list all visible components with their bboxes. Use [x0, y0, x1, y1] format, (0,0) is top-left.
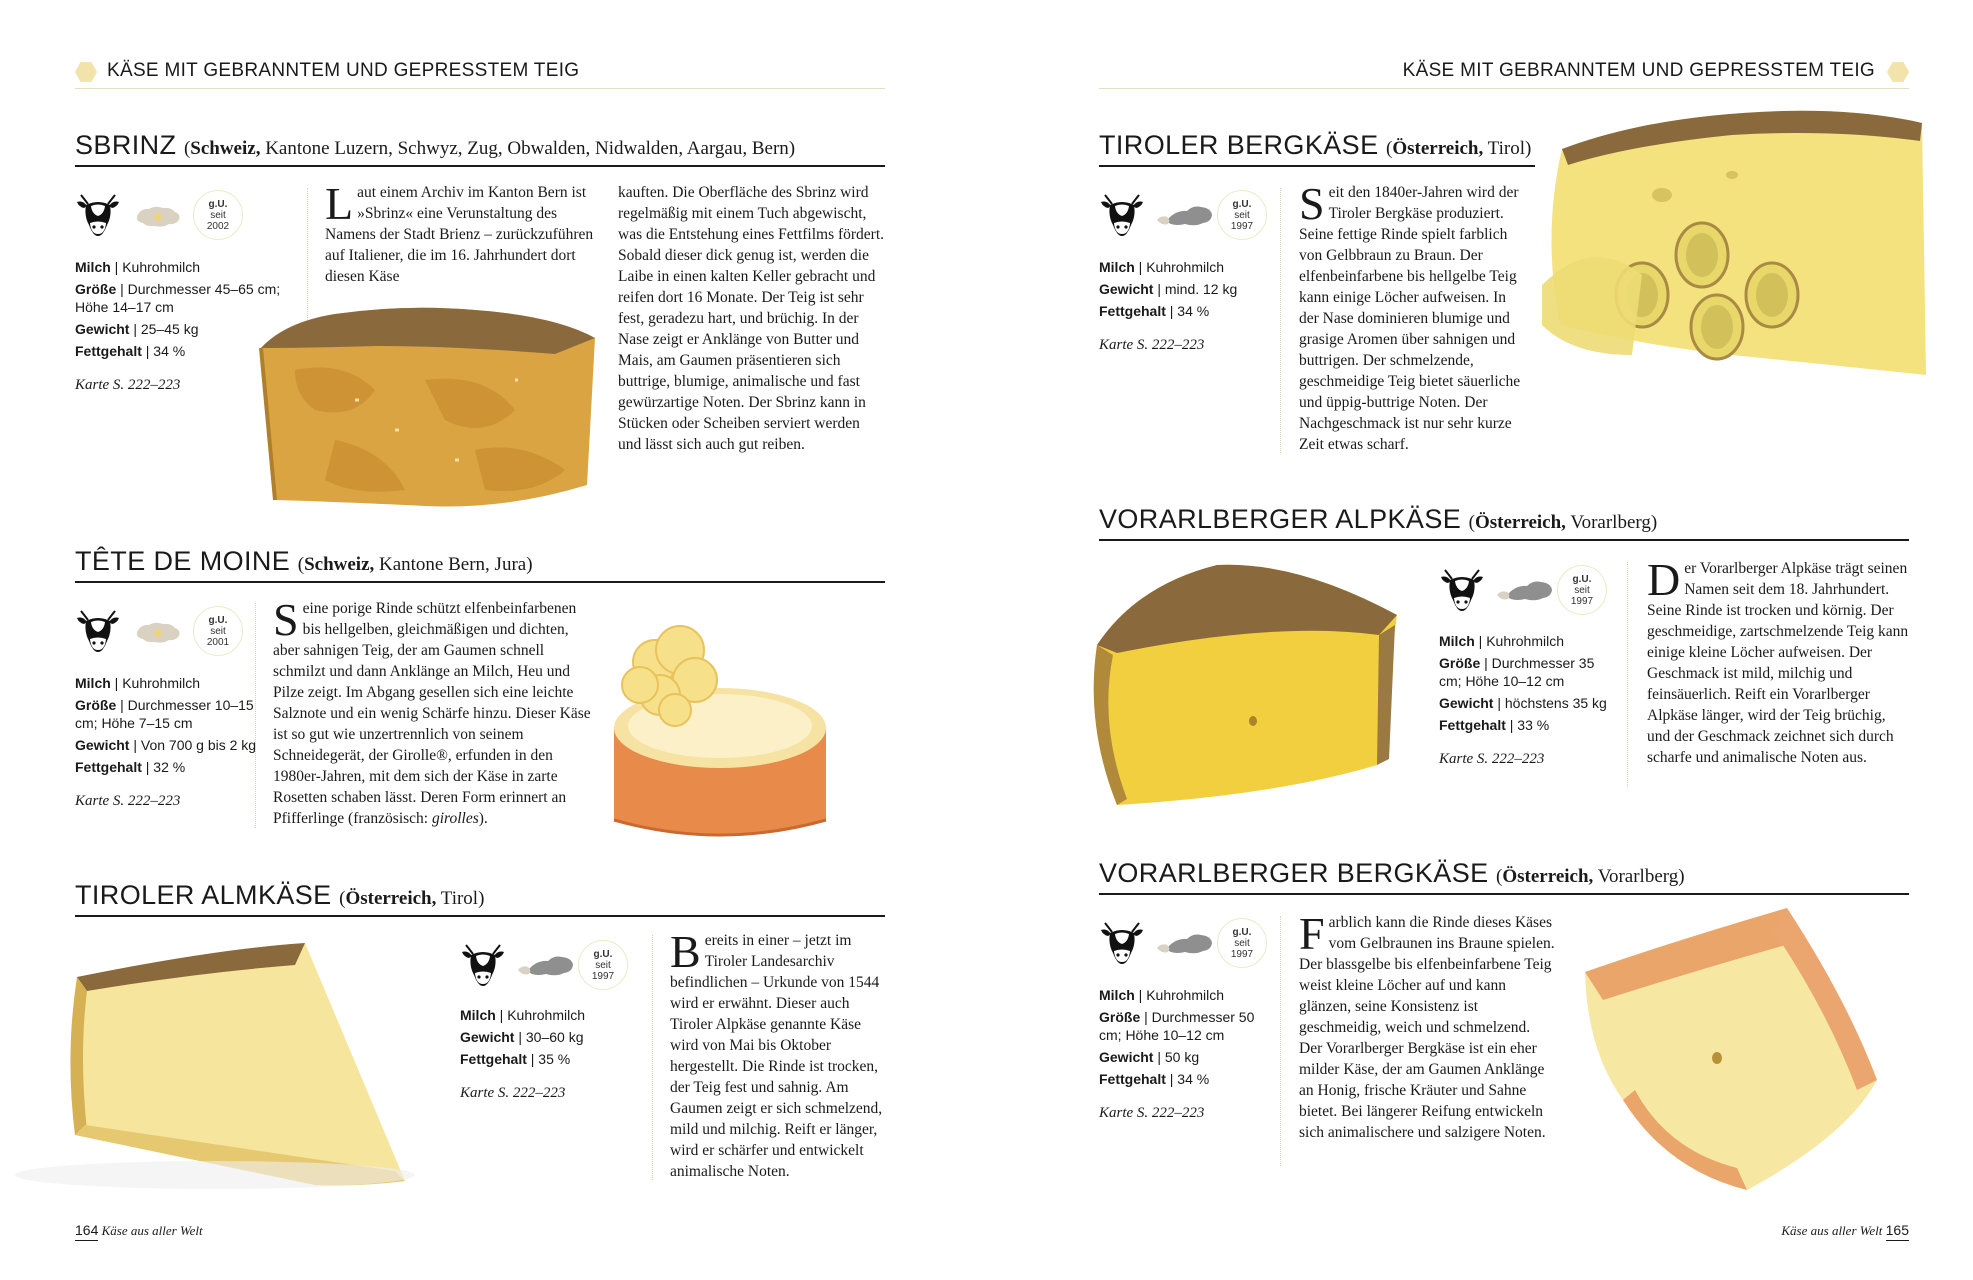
gu-badge: g.U. seit 2001: [193, 606, 243, 656]
fact-size: Größe | Durchmesser 35 cm; Höhe 10–12 cm: [1439, 655, 1595, 689]
fact-milk: Milch | Kuhrohmilch: [460, 1007, 586, 1023]
austria-map-icon: [516, 950, 576, 982]
sbrinz-description-part1: Laut einem Archiv im Kanton Bern ist »Sbrinz« eine Verunstaltung des Namens der Stadt Brienz – zurückzuführen auf Italiener, die im 16. Jahrhundert dort diesen Käse: [325, 178, 594, 285]
fact-milk: Milch | Kuhrohmilch: [75, 259, 201, 275]
vorarlberger-bergkaese-illustration: [1577, 900, 1922, 1200]
book-title: Käse aus aller Welt: [1781, 1223, 1883, 1238]
column-rule: [1280, 188, 1281, 453]
fact-weight: Gewicht | 25–45 kg: [75, 321, 199, 337]
book-title: Käse aus aller Welt: [101, 1223, 203, 1238]
fact-fat: Fettgehalt | 33 %: [1439, 717, 1550, 733]
fact-weight: Gewicht | höchstens 35 kg: [1439, 695, 1607, 711]
cheese-name: TIROLER BERGKÄSE: [1099, 130, 1379, 160]
gu-badge: g.U. seit 2002: [193, 190, 243, 240]
cheese-origin: (Österreich, Vorarlberg): [1496, 866, 1685, 887]
section-title: [75, 880, 885, 917]
hexagon-icon: [75, 61, 97, 83]
sbrinz-icons: [75, 190, 245, 246]
cheese-name: SBRINZ: [75, 130, 177, 160]
vbg-berg-facts: [1099, 986, 1279, 1126]
fact-milk: Milch | Kuhrohmilch: [1099, 987, 1225, 1003]
switzerland-map-icon: [131, 616, 191, 648]
fact-milk: Milch | Kuhrohmilch: [1099, 259, 1225, 275]
cheese-origin: (Österreich, Vorarlberg): [1468, 512, 1658, 533]
fact-fat: Fettgehalt | 34 %: [1099, 1071, 1210, 1087]
cheese-origin: (Österreich, Tirol): [339, 888, 485, 909]
running-head-left: [75, 56, 885, 89]
vbg-alp-icons: [1439, 565, 1609, 621]
almkaese-icons: [460, 940, 630, 996]
tete-facts: [75, 674, 275, 814]
bergkaese-icons: [1099, 190, 1269, 246]
cheese-name: VORARLBERGER BERGKÄSE: [1099, 858, 1489, 888]
column-rule: [1627, 562, 1628, 787]
map-reference: Karte S. 222–223: [1099, 337, 1205, 353]
gu-badge: g.U. seit 1997: [1557, 565, 1607, 615]
footer-right: [1781, 1222, 1909, 1239]
fact-milk: Milch | Kuhrohmilch: [1439, 633, 1565, 649]
tiroler-bergkaese-illustration: [1532, 105, 1932, 395]
section-title: [75, 546, 885, 583]
austria-map-icon: [1495, 575, 1555, 607]
section-title: [1099, 504, 1909, 541]
almkaese-facts: [460, 1006, 640, 1106]
fact-size: Größe | Durchmesser 10–15 cm; Höhe 7–15 cm: [75, 697, 254, 731]
map-reference: Karte S. 222–223: [1099, 1105, 1205, 1121]
fact-weight: Gewicht | 50 kg: [1099, 1049, 1200, 1065]
map-reference: Karte S. 222–223: [1439, 751, 1545, 767]
running-head-text: KÄSE MIT GEBRANNTEM UND GEPRESSTEM TEIG: [1402, 60, 1875, 81]
gu-badge: g.U. seit 1997: [1217, 918, 1267, 968]
fact-fat: Fettgehalt | 35 %: [460, 1051, 571, 1067]
fact-weight: Gewicht | 30–60 kg: [460, 1029, 584, 1045]
fact-fat: Fettgehalt | 34 %: [1099, 303, 1210, 319]
left-page: [0, 0, 986, 1280]
hexagon-icon: [1887, 61, 1909, 83]
section-title: [75, 130, 885, 167]
cow-icon: [1099, 192, 1145, 238]
vbg-alp-description: Der Vorarlberger Alpkäse trägt seinen Namen seit dem 18. Jahrhundert. Seine Rinde ist trocken und körnig. Der geschmeidige, zartschmelzende Teig kann einige kleine Löcher aufweisen. Der Geschmack ist mild, milchig und feinsäuerlich. Reift ein Vorarlberger Alpkäse länger, wird der Teig brüchig, und der Geschmack zeichnet sich durch scharfe und animalische Noten aus.: [1647, 554, 1909, 766]
cow-icon: [460, 942, 506, 988]
vbg-berg-description: Farblich kann die Rinde dieses Käses vom Gelbraunen ins Braune spielen. Der blassgelbe bis elfenbeinfarbene Teig weist kleine Löcher auf und kann glänzen, seine Konsistenz ist geschmeidig, weich und schmelzend. Der Vorarlberger Bergkäse ist ein eher milder Käse, der am Gaumen Anklänge an Honig, frische Kräuter und Sahne bietet. Bei längerer Reifung entwickeln sich animalischere und salzigere Noten.: [1299, 908, 1555, 1141]
map-reference: Karte S. 222–223: [75, 793, 181, 809]
cheese-name: TÊTE DE MOINE: [75, 546, 291, 576]
tete-de-moine-illustration: [600, 610, 840, 855]
bergkaese-description: Seit den 1840er-Jahren wird der Tiroler Bergkäse produziert. Seine fettige Rinde spielt farblich von Gelbbraun zu Braun. Der elfenbeinfarbene bis hellgelbe Teig kann einige Löcher aufweisen. In der Nase dominieren blumige und grasige Aromen über sahnigen und buttrigen. Der schmelzende, geschmeidige Teig bietet säuerliche und üppig-buttrige Noten. Der Nachgeschmack ist nur sehr kurze Zeit etwas scharf.: [1299, 178, 1521, 453]
austria-map-icon: [1155, 928, 1215, 960]
vbg-berg-icons: [1099, 918, 1269, 974]
almkaese-description: Bereits in einer – jetzt im Tiroler Landesarchiv befindlichen – Urkunde von 1544 wird er erwähnt. Dieser auch Tiroler Alpkäse genannte Käse wird von Mai bis Oktober hergestellt. Die Rinde ist trocken, der Teig fest und sahnig. Am Gaumen zeigt er sich schmelzend, mild und milchig. Reift er länger, wird er schärfer und entwickelt animalische Noten.: [670, 926, 883, 1180]
austria-map-icon: [1155, 200, 1215, 232]
bergkaese-facts: [1099, 258, 1279, 358]
running-head-text: KÄSE MIT GEBRANNTEM UND GEPRESSTEM TEIG: [107, 60, 580, 81]
sbrinz-description-part2: kauften. Die Oberfläche des Sbrinz wird regelmäßig mit einem Tuch abgewischt, was die Entstehung eines Fettfilms fördert. Sobald dieser dick genug ist, werden die Laibe in einen kalten Keller gebracht und reifen dort 16 Monate. Der Teig ist sehr fest, geradezu hart, und brüchig. In der Nase zeigt er Anklänge von Butter und Mais, am Gaumen präsentieren sich buttrige, blumige, animalische und fast gewürzartige Noten. Der Sbrinz kann in Stücken oder Scheiben serviert werden und lässt sich auch gut reiben.: [618, 184, 885, 453]
page-number: 165: [1886, 1222, 1909, 1241]
switzerland-map-icon: [131, 200, 191, 232]
tiroler-almkaese-illustration: [15, 935, 415, 1205]
tete-icons: [75, 606, 245, 662]
right-page: [987, 0, 1973, 1280]
gu-badge: g.U. seit 1997: [1217, 190, 1267, 240]
fact-weight: Gewicht | Von 700 g bis 2 kg: [75, 737, 257, 753]
map-reference: Karte S. 222–223: [75, 377, 181, 393]
page-number: 164: [75, 1222, 98, 1241]
cheese-origin: (Schweiz, Kantone Luzern, Schwyz, Zug, Obwalden, Nidwalden, Aargau, Bern): [183, 138, 796, 159]
map-reference: Karte S. 222–223: [460, 1085, 566, 1101]
cow-icon: [1099, 920, 1145, 966]
section-title: [1099, 858, 1909, 895]
fact-weight: Gewicht | mind. 12 kg: [1099, 281, 1238, 297]
fact-size: Größe | Durchmesser 45–65 cm; Höhe 14–17 cm: [75, 281, 281, 315]
fact-size: Größe | Durchmesser 50 cm; Höhe 10–12 cm: [1099, 1009, 1255, 1043]
gu-badge: g.U. seit 1997: [578, 940, 628, 990]
cow-icon: [75, 192, 121, 238]
footer-left: [75, 1222, 203, 1239]
vorarlberger-alpkaese-illustration: [1077, 555, 1417, 815]
vbg-alp-facts: [1439, 632, 1619, 772]
cheese-name: TIROLER ALMKÄSE: [75, 880, 332, 910]
running-head-right: [1099, 56, 1909, 89]
fact-milk: Milch | Kuhrohmilch: [75, 675, 201, 691]
cow-icon: [1439, 567, 1485, 613]
column-rule: [255, 603, 256, 828]
cow-icon: [75, 608, 121, 654]
cheese-name: VORARLBERGER ALPKÄSE: [1099, 504, 1462, 534]
fact-fat: Fettgehalt | 32 %: [75, 759, 186, 775]
cheese-origin: (Österreich, Tirol): [1386, 138, 1532, 159]
tete-description: Seine porige Rinde schützt elfenbeinfarbenen bis hellgelben, gleichmäßigen und dichten, aber sahnigen Teig, der am Gaumen schnell schmilzt und dann Anklänge an Milch, Heu und Pilze zeigt. Im Abgang gesellen sich eine leichte Salznote und ein wenig Schärfe hinzu. Dieser Käse ist so gut wie unzertrennlich von seinem Schneidegerät, der Girolle®, erfunden in den 1980er-Jahren, mit dem sich der Käse in zarte Rosetten schaben lässt. Deren Form erinnert an Pfifferlinge (französisch: girolles).: [273, 594, 591, 827]
fact-fat: Fettgehalt | 34 %: [75, 343, 186, 359]
column-rule: [652, 935, 653, 1180]
sbrinz-illustration: [255, 300, 600, 515]
column-rule: [1280, 916, 1281, 1166]
cheese-origin: (Schweiz, Kantone Bern, Jura): [297, 554, 533, 575]
section-title: [1099, 130, 1535, 167]
